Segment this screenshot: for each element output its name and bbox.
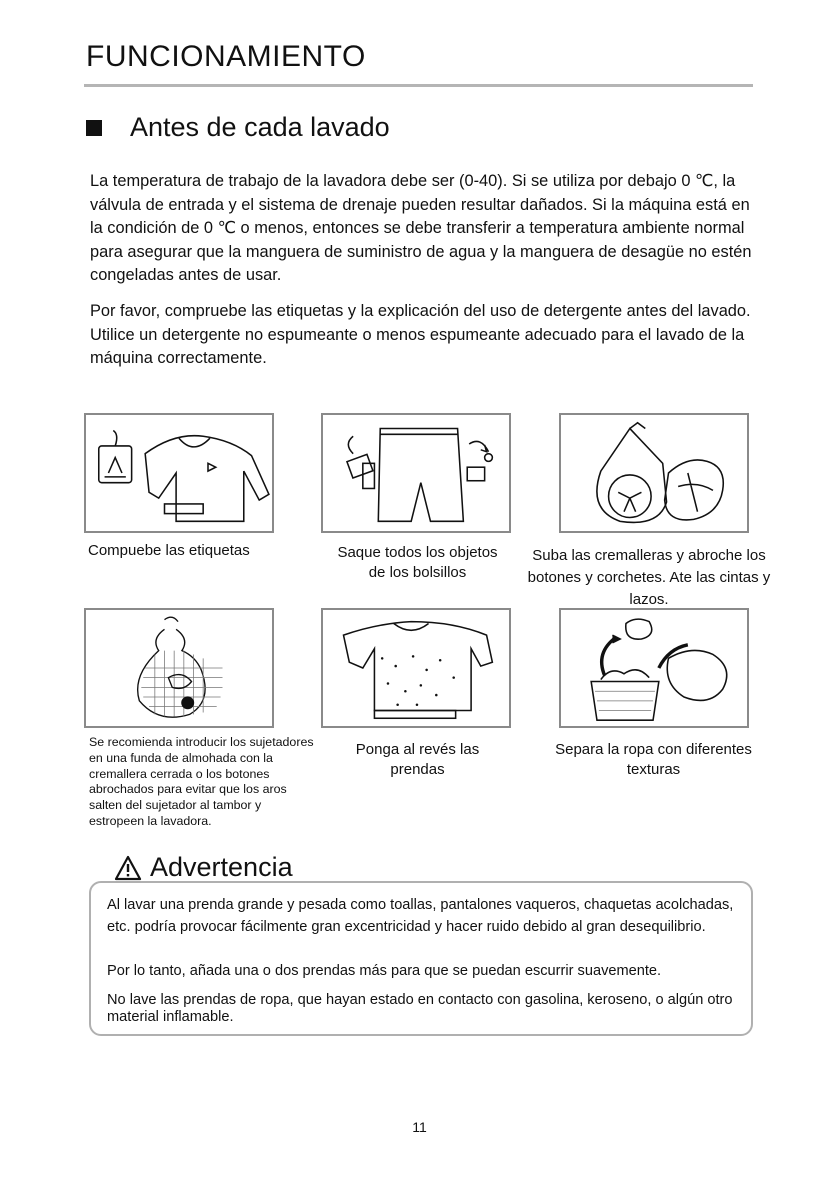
warning-heading [114, 852, 293, 883]
warning-line-add-items: Por lo tanto, añada una o dos prendas más para que se puedan escurrir suavemente. [107, 963, 662, 979]
tip-caption-inside-out: Ponga al revés las prendas [355, 741, 480, 778]
section-title: Antes de cada lavado [130, 112, 390, 142]
tip-caption-sort: Separa la ropa con diferentes texturas [555, 741, 752, 778]
sort-laundry-icon [559, 608, 749, 728]
warning-line-heavy-items: Al lavar una prenda grande y pesada como toallas, pantalones vaqueros, chaquetas acolchadas, etc. podría provocar fácilmente gran excentricidad y hacer ruido debido al gran desequilibrio. [107, 897, 734, 935]
title-divider [84, 84, 753, 87]
tip-caption-labels: Compuebe las etiquetas [88, 542, 250, 559]
page-title: FUNCIONAMIENTO [86, 40, 366, 73]
tip-caption-zippers: Suba las cremalleras y abroche los botones y corchetes. Ate las cintas y lazos. [527, 547, 771, 608]
sweater-label-icon [84, 413, 274, 533]
section-bullet-icon [86, 120, 102, 136]
warning-triangle-icon [114, 855, 142, 881]
tip-caption-bra-bag: Se recomienda introducir los sujetadores en una funda de almohada con la cremallera cerrada o los botones abrochados para evitar que los aros salten del sujetador al tambor y estropeen la lavadora. [89, 735, 314, 828]
pockets-icon [321, 413, 511, 533]
page-number: 11 [412, 1119, 427, 1135]
warning-line-flammable: No lave las prendas de ropa, que hayan estado en contacto con gasolina, keroseno, o algún otro material inflamable. [107, 992, 733, 1025]
zipper-buttons-icon [559, 413, 749, 533]
temperature-paragraph: La temperatura de trabajo de la lavadora debe ser (0-40). Si se utiliza por debajo 0 ℃, la válvula de entrada y el sistema de drenaje pueden resultar dañados. Si la máquina está en la condición de 0 ℃ o menos, entonces se debe transferir a temperatura ambiente normal para asegurar que la manguera de suministro de agua y la manguera de desagüe no estén congeladas antes de usar. [90, 172, 752, 284]
detergent-paragraph: Por favor, compruebe las etiquetas y la explicación del uso de detergente antes del lavado. Utilice un detergente no espumeante o menos espumeante adecuado para el lavado de la máquina correctamente. [90, 302, 751, 367]
inside-out-icon [321, 608, 511, 728]
warning-title: Advertencia [150, 852, 293, 882]
bra-bag-icon [84, 608, 274, 728]
tip-caption-pockets: Saque todos los objetos de los bolsillos [337, 544, 498, 581]
